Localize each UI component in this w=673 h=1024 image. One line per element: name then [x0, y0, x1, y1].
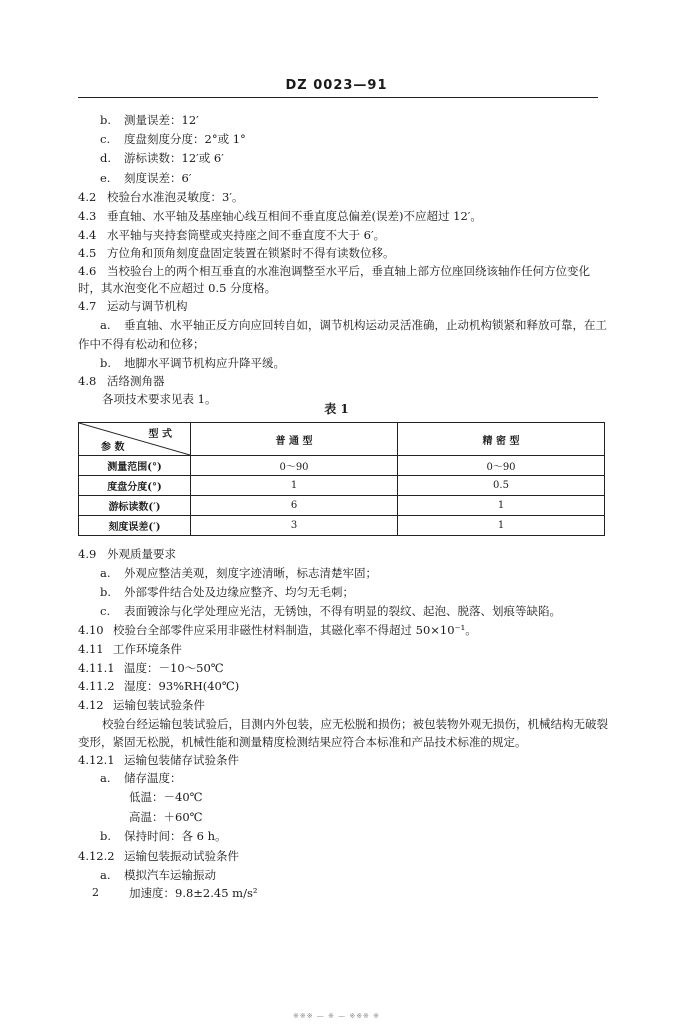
clause-text: 模拟汽车运输振动 [124, 868, 216, 882]
clause-number: 4.9 [78, 547, 97, 561]
page-number: 2 [92, 886, 99, 899]
clause-text: 储存温度： [124, 771, 182, 785]
clause-number: b. [100, 585, 112, 599]
clause-number: 4.12.2 [78, 849, 115, 863]
row-label: 游标读数(′) [79, 496, 191, 516]
clause-number: 4.10 [78, 623, 104, 637]
clause-number: a. [100, 868, 111, 882]
header-type-label: 型 式 [148, 429, 172, 440]
clause-text: 度盘刻度分度：2°或 1° [124, 132, 246, 146]
clause-number: 4.11 [78, 642, 104, 656]
clause-text: 当校验台上的两个相互垂直的水准泡调整至水平后，垂直轴上部方位座回绕该轴作任何方位变化 [107, 264, 590, 278]
column-header-normal: 普 通 型 [191, 423, 398, 456]
clause-number: a. [100, 566, 111, 580]
clause-number: b. [100, 356, 112, 370]
clause-text: 加速度：9.8±2.45 m/s² [129, 886, 258, 900]
cell-value: 1 [398, 496, 605, 516]
clause-number: b. [100, 829, 112, 843]
row-label: 度盘分度(°) [79, 476, 191, 496]
clause-text: 垂直轴、水平轴及基座轴心线互相间不垂直度总偏差(误差)不应超过 12′。 [107, 209, 482, 223]
clause-number: b. [100, 113, 112, 127]
clause-number: 4.5 [78, 246, 97, 260]
clause-number: 4.4 [78, 228, 97, 242]
table-header-row [79, 423, 605, 456]
clause-text: 温度：－10～50℃ [124, 661, 224, 675]
clause-number: 4.11.1 [78, 661, 115, 675]
clause-text: 保持时间：各 6 h。 [124, 829, 227, 843]
cell-value: 0～90 [191, 456, 398, 476]
clause-text: 刻度误差：6′ [124, 171, 192, 185]
clause-number: 4.12.1 [78, 753, 115, 767]
cell-value: 6 [191, 496, 398, 516]
clause-text: 活络测角器 [107, 374, 165, 388]
clause-text: 地脚水平调节机构应升降平缓。 [124, 356, 285, 370]
row-label: 测量范围(°) [79, 456, 191, 476]
scan-footer: ※※※ — ※ — ※※※ ※ [292, 1012, 381, 1020]
table-row [79, 476, 605, 496]
clause-text: 外观应整洁美观，刻度字迹清晰，标志清楚牢固； [124, 566, 377, 580]
diagonal-divider [79, 423, 190, 455]
clause-number: e. [100, 171, 111, 185]
clause-text: 运输包装振动试验条件 [124, 849, 239, 863]
clause-number: d. [100, 151, 112, 165]
row-label: 刻度误差(′) [79, 516, 191, 536]
clause-text: 低温：－40℃ [129, 790, 203, 804]
clause-text: 校验台经运输包装试验后，目测内外包装，应无松脱和损伤；被包装物外观无损伤，机械结构无破裂 [102, 717, 608, 731]
clause-number: a. [100, 771, 111, 785]
clause-number: 4.12 [78, 698, 104, 712]
cell-value: 0～90 [398, 456, 605, 476]
cell-value: 1 [191, 476, 398, 496]
cell-value: 1 [398, 516, 605, 536]
clause-text: 表面镀涂与化学处理应光洁，无锈蚀，不得有明显的裂纹、起泡、脱落、划痕等缺陷。 [124, 604, 561, 618]
clause-text: 校验台水准泡灵敏度：3′。 [107, 190, 244, 204]
clause-text: 湿度：93%RH(40℃) [124, 679, 240, 693]
clause-number: 4.3 [78, 209, 97, 223]
clause-number: c. [100, 604, 111, 618]
clause-text: 时，其水泡变化不应超过 0.5 分度格。 [78, 281, 277, 295]
clause-text: 作中不得有松动和位移； [78, 337, 205, 351]
clause-text: 游标读数：12′或 6′ [124, 151, 224, 165]
clause-text: 运输包装储存试验条件 [124, 753, 239, 767]
clause-text: 工作环境条件 [113, 642, 182, 656]
clause-text: 高温：＋60℃ [129, 810, 203, 824]
clause-number: a. [100, 318, 111, 332]
spec-table [78, 422, 605, 536]
cell-value: 3 [191, 516, 398, 536]
cell-value: 0.5 [398, 476, 605, 496]
table-caption: 表 1 [324, 402, 349, 416]
clause-text: 运输包装试验条件 [113, 698, 205, 712]
clause-text: 运动与调节机构 [107, 299, 188, 313]
clause-text: 校验台全部零件应采用非磁性材料制造，其磁化率不得超过 50×10⁻¹。 [113, 623, 477, 637]
table-row [79, 456, 605, 476]
clause-number: 4.2 [78, 190, 97, 204]
clause-number: 4.7 [78, 299, 97, 313]
standard-code-header: DZ 0023—91 [285, 78, 388, 93]
clause-text: 变形，紧固无松脱，机械性能和测量精度检测结果应符合本标准和产品技术标准的规定。 [78, 735, 527, 749]
clause-text: 测量误差：12′ [124, 113, 199, 127]
clause-text: 方位角和顶角刻度盘固定装置在锁紧时不得有读数位移。 [107, 246, 395, 260]
clause-text: 垂直轴、水平轴正反方向应回转自如，调节机构运动灵活准确，止动机构锁紧和释放可靠，在工 [124, 318, 607, 332]
clause-number: 4.8 [78, 374, 97, 388]
clause-number: 4.11.2 [78, 679, 115, 693]
table-corner-cell [79, 423, 191, 456]
clause-text: 各项技术要求见表 1。 [102, 392, 217, 406]
column-header-precision: 精 密 型 [398, 423, 605, 456]
table-row [79, 496, 605, 516]
clause-number: 4.6 [78, 264, 97, 278]
clause-text: 外观质量要求 [107, 547, 176, 561]
table-row [79, 516, 605, 536]
clause-text: 外部零件结合处及边缘应整齐、均匀无毛刺； [124, 585, 354, 599]
clause-number: c. [100, 132, 111, 146]
clause-text: 水平轴与夹持套筒壁或夹持座之间不垂直度不大于 6′。 [107, 228, 386, 242]
header-rule [78, 97, 598, 98]
header-param-label: 参 数 [101, 442, 125, 453]
